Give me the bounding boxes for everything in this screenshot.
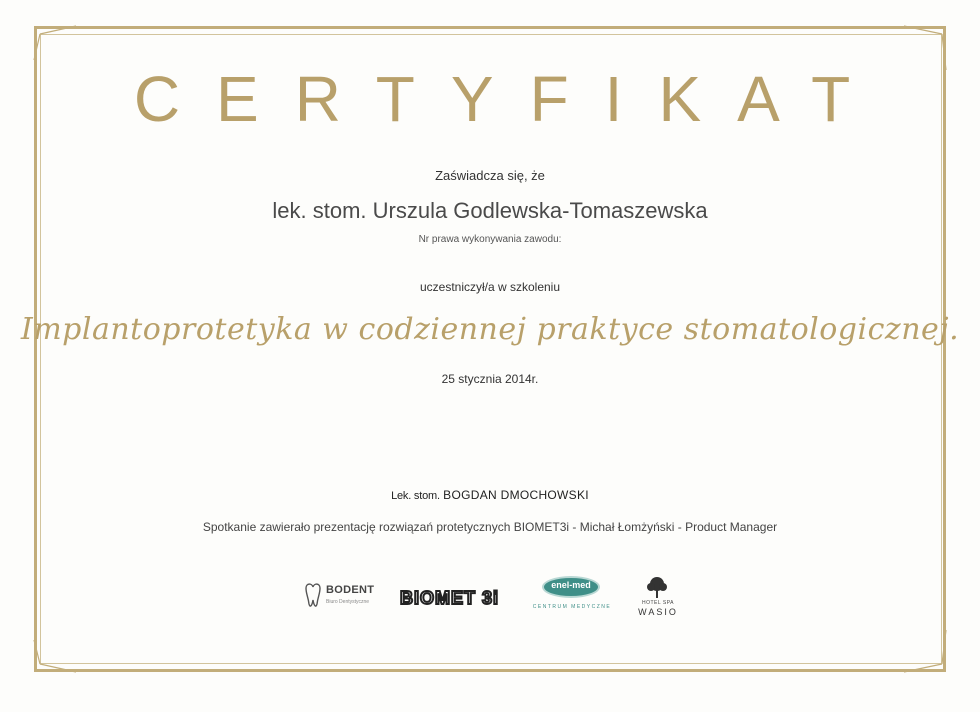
- wasio-logo: [630, 576, 684, 630]
- biomet-logo: [400, 588, 510, 612]
- course-date: 25 stycznia 2014r.: [441, 372, 539, 386]
- wasio-name: WASIO: [638, 607, 678, 617]
- wasio-small-text: HOTEL SPA: [641, 600, 674, 606]
- participated-text: uczestniczył/a w szkoleniu: [419, 280, 561, 294]
- lecturer: [0, 488, 980, 502]
- tree-icon: [646, 576, 668, 600]
- enelmed-logo: [516, 574, 612, 624]
- biomet-name: BIOMET 3i: [400, 588, 500, 608]
- bodent-name: BODENT: [326, 584, 375, 596]
- enelmed-subtitle: CENTRUM MEDYCZNE: [532, 604, 612, 610]
- bodent-subtitle: Biuro Dentystyczne: [326, 599, 370, 605]
- lecturer-prefix: Lek. stom.: [391, 490, 440, 502]
- enelmed-name: enel-med: [551, 580, 591, 590]
- sponsor-logos: [0, 574, 980, 634]
- certifies-text: Zaświadcza się, że: [435, 168, 545, 183]
- meeting-note: Spotkanie zawierało prezentację rozwiązań protetycznych BIOMET3i - Michał Łomżyński - Product Manager: [202, 520, 778, 534]
- bodent-logo: [302, 582, 392, 622]
- lecturer-name: BOGDAN DMOCHOWSKI: [443, 488, 589, 502]
- recipient-name: lek. stom. Urszula Godlewska-Tomaszewska: [272, 198, 708, 223]
- tooth-icon: [302, 582, 324, 610]
- certificate-title: CERTYFIKAT: [133, 63, 887, 135]
- license-number-label: Nr prawa wykonywania zawodu:: [418, 234, 562, 245]
- course-title: Implantoprotetyka w codziennej praktyce stomatologicznej.: [20, 312, 960, 347]
